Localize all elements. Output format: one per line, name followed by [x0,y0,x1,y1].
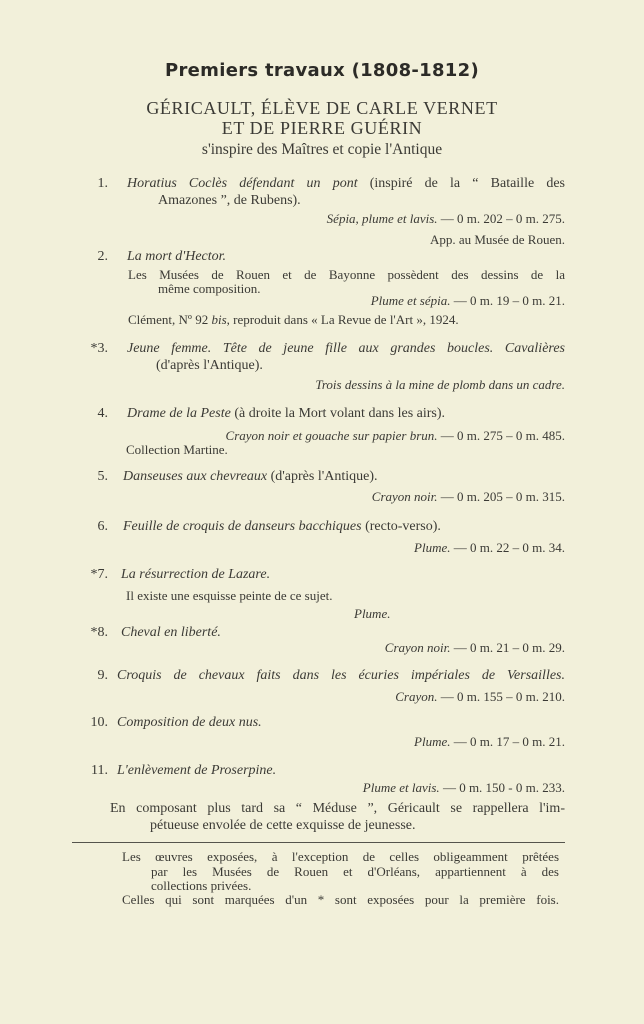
item-title-text: Cheval en liberté. [121,625,221,640]
reference-bis: bis [211,312,227,327]
item-title-line [127,405,445,423]
item-medium-text: Plume. [354,606,391,621]
item-number: *7. [90,567,108,582]
item-number: *3. [90,341,108,356]
item-title-line [127,175,565,193]
item-medium-line [395,688,565,706]
footer-line: Celles qui sont marquées d'un * sont exposées pour la première fois. [122,892,559,907]
item-title-line [123,518,441,536]
item-note-cont: Amazones ”, de Rubens). [158,193,301,208]
item-description: En composant plus tard sa “ Méduse ”, Géricault se rappellera l'im- [110,801,565,816]
item-note: (d'après l'Antique). [156,358,263,373]
item-title-text: La mort d'Hector. [127,249,227,264]
item-provenance: App. au Musée de Rouen. [429,232,565,247]
item-description: Les Musées de Rouen et de Bayonne possèdent des dessins de la [128,267,565,282]
item-medium [315,376,565,394]
item-title: Danseuses aux chevreaux [123,469,268,484]
item-title-text: Croquis de chevaux faits dans les écuries impériales de Versailles. [117,668,565,683]
subtitle-line-2: ET DE PIERRE GUÉRIN [221,118,423,138]
item-medium: Plume. [414,734,451,749]
item-description-cont: même composition. [158,281,261,296]
item-medium: Crayon noir et gouache sur papier brun. [225,428,438,443]
item-number: 1. [97,176,108,191]
item-title [127,340,565,358]
item-number: 4. [97,406,108,421]
item-title-text: Jeune femme. Tête de jeune fille aux grandes boucles. Cavalières [127,341,565,356]
item-number: 11. [91,763,108,778]
item-title-line [123,468,378,486]
reference-text: , reproduit dans « La Revue de l'Art », 1924. [226,312,459,327]
item-number: 5. [97,469,108,484]
item-note: (à droite la Mort volant dans les airs). [230,406,446,421]
subtitle-line-3: s'inspire des Maîtres et copie l'Antique [201,141,443,158]
footer-line: Les œuvres exposées, à l'exception de celles obligeamment prêtées [122,849,559,864]
item-medium: Plume. [414,540,451,555]
item-dimensions: — 0 m. 275 – 0 m. 485. [437,428,565,443]
item-medium: Crayon. [395,689,438,704]
item-medium-line [371,292,565,310]
divider [72,842,565,843]
item-medium-line [363,779,565,797]
reference-text: Clément, Nº 92 [128,312,212,327]
item-dimensions: — 0 m. 150 - 0 m. 233. [439,780,565,795]
item-title-text: L'enlèvement de Proserpine. [117,763,277,778]
item-description: Il existe une esquisse peinte de ce sujet. [126,588,333,603]
item-medium-line [226,427,565,445]
item-dimensions: — 0 m. 19 – 0 m. 21. [450,293,565,308]
item-provenance: Collection Martine. [126,442,228,457]
item-medium: Plume et lavis. [362,780,440,795]
item-medium-line [414,539,565,557]
item-description-cont: pétueuse envolée de cette exquisse de jeunesse. [150,818,416,833]
footer-line: collections privées. [151,878,252,893]
item-medium [354,605,390,623]
item-title: Horatius Coclès défendant un pont [127,176,358,191]
item-title [117,667,565,685]
item-note: (recto-verso). [361,519,441,534]
item-medium-text: Trois dessins à la mine de plomb dans un cadre. [315,377,565,392]
item-dimensions: — 0 m. 17 – 0 m. 21. [450,734,565,749]
item-medium: Sépia, plume et lavis. [326,211,438,226]
page-title: Premiers travaux (1808-1812) [165,60,479,81]
item-reference [128,311,459,329]
item-medium-line [372,488,565,506]
item-note: (d'après l'Antique). [267,469,378,484]
item-number: 9. [97,668,108,683]
item-note: (inspiré de la “ Bataille des [357,176,565,191]
item-title [117,714,262,732]
item-number: 6. [97,519,108,534]
item-medium-line [327,210,565,228]
item-dimensions: — 0 m. 22 – 0 m. 34. [450,540,565,555]
item-dimensions: — 0 m. 155 – 0 m. 210. [437,689,565,704]
item-title-text: Composition de deux nus. [117,715,262,730]
item-dimensions: — 0 m. 205 – 0 m. 315. [437,489,565,504]
item-medium: Plume et sépia. [370,293,451,308]
item-title [121,566,270,584]
item-dimensions: — 0 m. 202 – 0 m. 275. [437,211,565,226]
item-title-text: La résurrection de Lazare. [121,567,271,582]
item-title [121,624,221,642]
item-title: Feuille de croquis de danseurs bacchiques [123,519,362,534]
item-title: Drame de la Peste [127,406,231,421]
subtitle-line-1: GÉRICAULT, ÉLÈVE DE CARLE VERNET [146,98,498,118]
item-dimensions: — 0 m. 21 – 0 m. 29. [450,640,565,655]
item-medium-line [385,639,565,657]
footer-line: par les Musées de Rouen et d'Orléans, appartiennent à des [151,864,559,879]
item-medium: Crayon noir. [371,489,438,504]
item-number: *8. [90,625,108,640]
item-medium: Crayon noir. [384,640,451,655]
item-number: 2. [97,249,108,264]
item-medium-line [414,733,565,751]
item-number: 10. [90,715,108,730]
item-title [117,762,276,780]
item-title [127,248,226,266]
